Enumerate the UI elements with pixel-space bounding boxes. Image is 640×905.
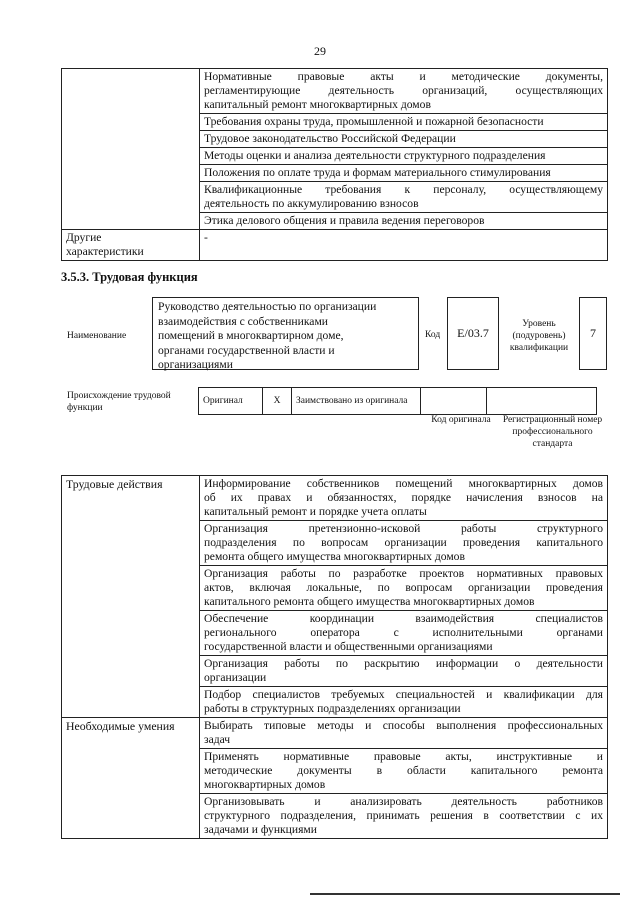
- function-name-line: организациями: [158, 358, 233, 371]
- item-cell: [200, 718, 608, 749]
- function-name-line: органами государственной власти и: [158, 343, 335, 357]
- item-line: Выбирать типовые методы и способы выполнения профессиональных: [204, 719, 603, 732]
- item-line: Подбор специалистов требуемых специальностей и квалификации для: [204, 688, 603, 701]
- item-line: Информирование собственников помещений многоквартирных домов: [204, 477, 603, 490]
- category-label: Трудовые действия: [66, 477, 163, 491]
- category-label: Необходимые умения: [66, 719, 175, 733]
- page-number: 29: [314, 44, 326, 58]
- item-line: организации: [204, 671, 267, 684]
- origin-table: [198, 387, 597, 415]
- item-line: структурного подразделения, принимать решения в соответствии с их: [204, 809, 603, 822]
- item-cell: [200, 213, 608, 230]
- item-line: Нормативные правовые акты и методические документы,: [204, 70, 603, 83]
- item-line: актов, включая локальные, по вопросам организации проведения: [204, 581, 603, 594]
- item-line: Квалификационные требования к персоналу, осуществляющему: [204, 183, 603, 196]
- function-name-line: Руководство деятельностью по организации: [158, 300, 377, 313]
- item-line: деятельность по аккумулированию взносов: [204, 197, 419, 210]
- category-cell: [62, 718, 200, 839]
- item-line: капитальный ремонт многоквартирных домов: [204, 98, 431, 111]
- item-cell: [200, 566, 608, 611]
- item-line: задач: [204, 733, 231, 746]
- item-cell: [200, 687, 608, 718]
- item-line: капитальный ремонт и порядке учета оплаты: [204, 505, 427, 518]
- origin-borrowed-label: Заимствовано из оригинала: [292, 388, 421, 415]
- function-name-box: [152, 297, 419, 370]
- knowledge-table: [61, 68, 608, 261]
- item-line: задачами и функциями: [204, 823, 317, 836]
- table-row: [62, 69, 608, 114]
- item-line: капитального ремонта общего имущества многоквартирных домов: [204, 595, 535, 608]
- item-cell: [200, 148, 608, 165]
- item-cell: [200, 656, 608, 687]
- reg-number-cell: [487, 388, 597, 415]
- other-label-line: Другие: [66, 231, 102, 244]
- item-cell: [200, 69, 608, 114]
- code-value: E/03.7: [447, 297, 499, 370]
- item-line: регламентирующие деятельность организаций, осуществляющих: [204, 84, 603, 97]
- item-line: подразделения по вопросам организации проведения капитального: [204, 536, 603, 549]
- table-row: [62, 718, 608, 749]
- origin-code-cell: [421, 388, 487, 415]
- item-line: государственной власти и общественными организациями: [204, 640, 493, 653]
- origin-original-label: Оригинал: [199, 388, 263, 415]
- origin-mark: X: [263, 388, 292, 415]
- item-line: Методы оценки и анализа деятельности структурного подразделения: [204, 149, 546, 162]
- item-line: Применять нормативные правовые акты, инструктивные и: [204, 750, 603, 763]
- item-line: Организация работы по раскрытию информации о деятельности: [204, 657, 603, 670]
- origin-code-label: Код оригинала: [431, 415, 491, 425]
- function-name-line: помещений в многоквартирном доме,: [158, 329, 344, 342]
- function-name-line: взаимодействия с собственниками: [158, 314, 328, 328]
- item-cell: [200, 749, 608, 794]
- other-characteristics-value: -: [200, 230, 608, 261]
- item-line: многоквартирных домов: [204, 778, 326, 791]
- item-line: ремонта общего имущества многоквартирных домов: [204, 550, 465, 563]
- item-line: Организация работы по разработке проектов нормативных правовых: [204, 567, 603, 580]
- item-line: об их правах и обязанностях, порядке начисления взносов на: [204, 491, 603, 504]
- table-row: [62, 476, 608, 521]
- item-cell: [200, 794, 608, 839]
- item-line: работы в структурных подразделениях организации: [204, 702, 461, 715]
- item-cell: [200, 131, 608, 148]
- item-cell: [200, 521, 608, 566]
- reg-number-label: Регистрационный номер профессионального стандарта: [502, 415, 603, 449]
- category-cell: [62, 476, 200, 718]
- item-cell: [200, 476, 608, 521]
- item-cell: [200, 182, 608, 213]
- item-line: регионального оператора с исполнительными органами: [204, 626, 603, 639]
- item-cell: [200, 114, 608, 131]
- other-characteristics-row: [62, 230, 608, 261]
- other-label-line: характеристики: [66, 245, 144, 258]
- item-cell: [200, 165, 608, 182]
- code-label: Код: [425, 330, 441, 340]
- item-line: Требования охраны труда, промышленной и пожарной безопасности: [204, 115, 544, 128]
- other-characteristics-label: [62, 230, 200, 261]
- category-cell: [62, 69, 200, 230]
- qualification-level-value: 7: [579, 297, 607, 370]
- item-line: методические документы в области капитального ремонта: [204, 764, 603, 777]
- item-line: Положения по оплате труда и формам материального стимулирования: [204, 166, 551, 179]
- bottom-rule: [310, 893, 620, 895]
- item-line: Организация претензионно-исковой работы структурного: [204, 522, 603, 535]
- name-label: Наименование: [67, 331, 127, 341]
- item-line: Этика делового общения и правила ведения переговоров: [204, 214, 485, 227]
- item-line: Трудовое законодательство Российской Федерации: [204, 132, 456, 145]
- qualification-level-label: Уровень (подуровень) квалификации: [509, 319, 569, 353]
- labor-actions-table: [61, 475, 608, 839]
- origin-label: Происхождение трудовой функции: [67, 391, 171, 413]
- item-line: Обеспечение координации взаимодействия специалистов: [204, 612, 603, 625]
- section-heading: 3.5.3. Трудовая функция: [61, 270, 198, 284]
- item-line: Организовывать и анализировать деятельность работников: [204, 795, 603, 808]
- item-cell: [200, 611, 608, 656]
